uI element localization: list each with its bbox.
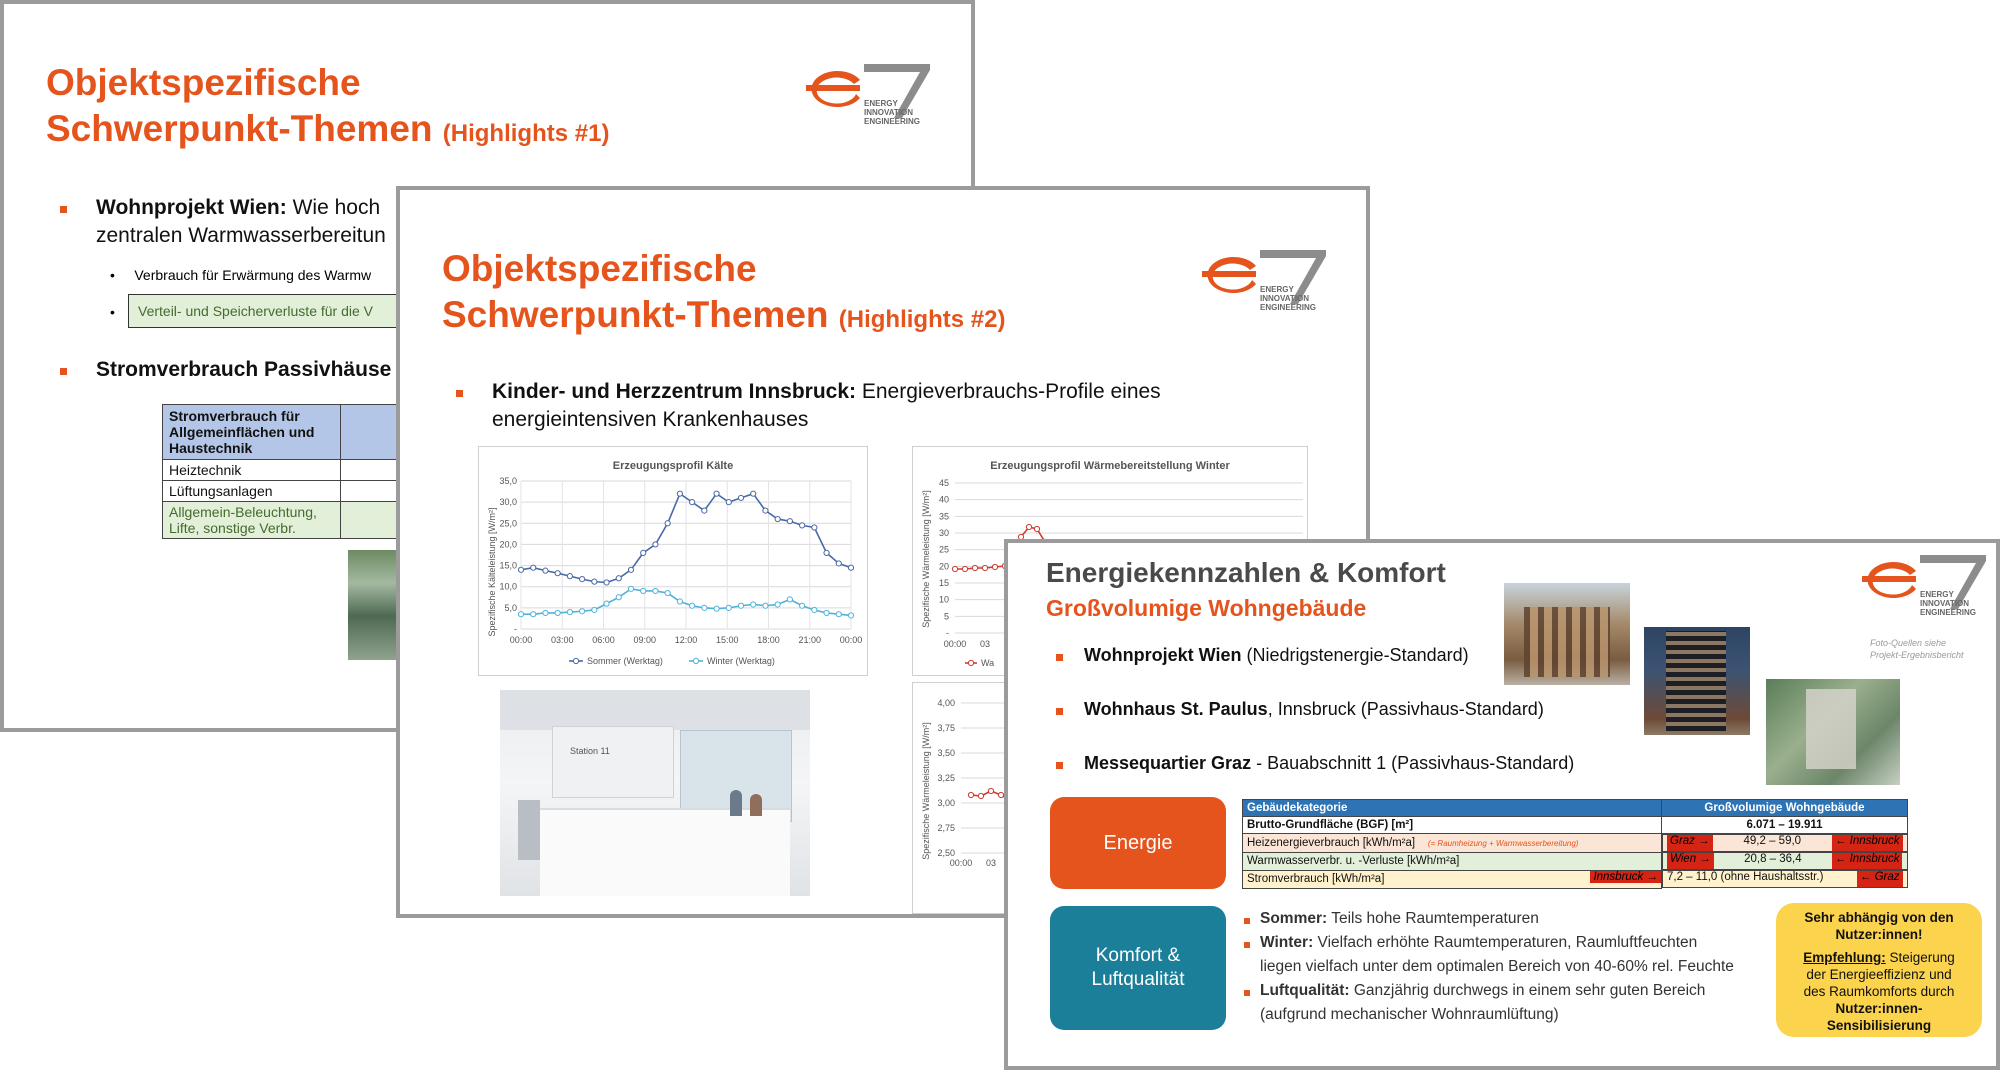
chart-kaelte [478,446,868,676]
chart-ytick-label: - [514,624,517,634]
slide1-sub-1: • Verbrauch für Erwärmung des Warmw [110,267,372,283]
komfort-bullet-1: Sommer: Teils hohe Raumtemperaturen [1260,910,1539,927]
chart-ytick-label: 3,50 [937,748,955,758]
chart-point [690,603,695,608]
chart-xtick-label: 06:00 [592,635,615,645]
chart-legend [569,656,775,666]
chart-ytick-label: 3,00 [937,798,955,808]
slide2-title: Objektspezifische Schwerpunkt-Themen (Highlights #2) [442,248,1006,335]
chart-xticks [510,635,863,645]
slide3-bullet-1: Wohnprojekt Wien (Niedrigstenergie-Standard) [1084,645,1469,665]
chart-point [848,613,853,618]
chart-point [555,610,560,615]
chart-point [592,579,597,584]
chart-point [665,521,670,526]
chart-ytick-label: 35,0 [499,476,517,486]
svg-text:ENGINEERING: ENGINEERING [1260,303,1317,312]
slide1-table: Stromverbrauch für Allgemeinflächen und Haustechnik Heiztechnik Lüftungsanlagen Allgemein-Beleuchtung, Lifte, sonstige Verbr. [162,404,412,539]
chart-point [665,590,670,595]
energie-box: Energie [1050,797,1226,889]
svg-text:ENGINEERING: ENGINEERING [1920,608,1977,617]
komfort-bullet-2: Winter: Vielfach erhöhte Raumtemperaturen, Raumluftfeuchten [1260,934,1698,951]
chart-legend-label: Winter (Werktag) [707,656,775,666]
svg-text:INNOVATION: INNOVATION [1920,599,1970,608]
chart-point [726,605,731,610]
chart2-legend-label: Wa [981,658,995,668]
chart-ytick-label: 10 [938,594,949,605]
komfort-bullet-3: Luftqualität: Ganzjährig durchwegs in einem sehr guten Bereich [1260,982,1706,999]
chart-point [543,610,548,615]
bullet-icon [60,206,67,213]
chart-point [543,568,548,573]
chart-point [604,601,609,606]
chart-ytick-label: - [946,628,949,638]
chart-point [787,597,792,602]
chart-point [763,603,768,608]
chart2-yticks [939,478,949,638]
chart3-yticks [937,698,955,858]
slide1-bullet-2: Stromverbrauch Passivhäuse [96,358,392,381]
e7-logo [1850,549,1990,621]
chart3-xtick: 03 [985,858,997,868]
slide1-sub-2-bullet: • [110,304,115,320]
chart-point [848,565,853,570]
chart-ytick-label: 3,75 [937,723,955,733]
komfort-bullet-3-line2: (aufgrund mechanischer Wohnraumlüftung) [1260,1006,1559,1023]
bullet-icon [1244,918,1250,924]
chart-point [787,519,792,524]
chart3-ylabel: Spezifische Wärmeleistung [W/m²] [921,722,931,860]
r4-label-cell: Stromverbrauch [kWh/m²a] Innsbruck → [1243,870,1662,888]
hospital-photo [500,690,810,896]
chart-point [714,491,719,496]
bullet-icon [1056,708,1063,715]
chart-point [775,602,780,607]
chart-ytick-label: 2,75 [937,823,955,833]
r4-value-cell: 7,2 – 11,0 (ohne Haushaltsstr.) ← Graz [1662,870,1908,888]
photo-caption: Foto-Quellen siehe Projekt-Ergebnisbericht [1870,638,1964,660]
r2-value-cell: Graz → 49,2 – 59,0 ← Innsbruck [1662,834,1908,852]
bullet-icon [1244,990,1250,996]
chart-point [812,525,817,530]
chart-point [726,500,731,505]
slide3-title: Energiekennzahlen & Komfort [1046,557,1446,588]
chart-point [518,612,523,617]
chart-ytick-label: 3,25 [937,773,955,783]
chart-point [702,605,707,610]
chart2-xtick: 00:00 [943,639,967,649]
chart-legend-marker [573,658,578,663]
kennzahlen-table: Gebäudekategorie Großvolumige Wohngebäude Brutto-Grundfläche (BGF) [m²] 6.071 – 19.911 Heizenergieverbrauch [kWh/m²a] (= Raumheizung + Warmwasserbereitung) Graz → 49,2 – 59,0 ← Innsbruck Warmwasserverbr. u. -Verluste [kWh/m²a] Wien → 20,8 – 36,4 ← Innsbruck Stromverbrauch [kWh/m²a] Innsbruck → 7,2 – 11,0 (ohne Haushaltsstr.) ← Graz [1242,799,1908,889]
chart-point [641,588,646,593]
chart-point [763,508,768,513]
slide3-bullet-2: Wohnhaus St. Paulus, Innsbruck (Passivhaus-Standard) [1084,699,1544,719]
chart-point [836,612,841,617]
slide1-title: Objektspezifische Schwerpunkt-Themen (Highlights #1) [46,62,610,149]
chart-xtick-label: 09:00 [633,635,657,645]
bullet-icon [1056,654,1063,661]
r3-value-cell: Wien → 20,8 – 36,4 ← Innsbruck [1662,852,1908,870]
chart-point [751,602,756,607]
chart-xtick-label: 18:00 [757,635,780,645]
chart-point [641,550,646,555]
chart-point [580,609,585,614]
chart-ytick-label: 5,0 [504,602,517,613]
svg-text:ENERGY: ENERGY [864,99,898,108]
chart-point [738,603,743,608]
chart2-title: Erzeugungsprofil Wärmebereitstellung Winter [990,460,1230,472]
chart3-xtick: 00:00 [949,858,973,868]
chart-ytick-label: 25,0 [499,518,517,529]
chart-point [751,491,756,496]
slide1-bullet-1-line2: zentralen Warmwasserbereitun [96,224,386,247]
chart-yticks [499,476,517,634]
recommendation-note: Sehr abhängig von den Nutzer:innen! Empfehlung: Steigerung der Energieeffizienz und des Raumkomforts durch Nutzer:innen- Sensibilisierung [1776,903,1982,1037]
komfort-box: Komfort & Luftqualität [1050,906,1226,1030]
slide1-sub-2: Verteil- und Speicherverluste für die V [128,294,439,328]
chart-xtick-label: 21:00 [798,635,822,645]
chart-ytick-label: 15 [938,578,949,588]
slide1-bullet-1: Wohnprojekt Wien: Wie hoch [96,196,381,219]
chart-kaelte-svg [479,447,867,675]
chart-point [824,610,829,615]
chart-ytick-label: 5 [943,611,949,622]
slide2-bullet-1-line2: energieintensiven Krankenhauses [492,408,809,431]
chart-point [555,571,560,576]
chart-point [518,567,523,572]
bullet-icon [456,390,463,397]
building-photo-graz [1766,679,1900,785]
slide2-bullet-1: Kinder- und Herzzentrum Innsbruck: Energieverbrauchs-Profile eines [492,380,1161,403]
bullet-icon [60,368,67,375]
chart-point [628,586,633,591]
chart-point [800,603,805,608]
chart-xtick-label: 00:00 [839,635,863,645]
chart-ytick-label: 40 [938,494,949,505]
chart-ytick-label: 30 [938,528,949,538]
chart2-xtick: 03 [979,639,991,649]
chart-title: Erzeugungsprofil Kälte [612,460,734,472]
chart-point [531,565,536,570]
chart-point [824,550,829,555]
chart-legend-label: Sommer (Werktag) [587,656,663,666]
chart-point [531,612,536,617]
bullet-icon [1056,762,1063,769]
chart-ytick-label: 10,0 [499,581,517,592]
chart-point [604,580,609,585]
chart-point [592,607,597,612]
chart-ytick-label: 25 [938,544,949,555]
chart-point [714,606,719,611]
chart-ytick-label: 35 [938,511,949,522]
chart-point [580,577,585,582]
slide-energiekennzahlen [1004,539,2000,1070]
svg-text:ENGINEERING: ENGINEERING [864,117,921,126]
chart-point [775,516,780,521]
chart-legend-marker [693,658,698,663]
komfort-bullet-2-line2: liegen vielfach unter dem optimalen Bereich von 40-60% rel. Feuchte [1260,958,1734,975]
chart-point [653,542,658,547]
e7-logo [1190,244,1330,316]
chart-point [738,495,743,500]
chart-point [567,574,572,579]
chart-ytick-label: 30,0 [499,497,517,508]
bullet-icon [1244,942,1250,948]
building-photo-wien [1504,583,1630,685]
chart-point [812,607,817,612]
r2-label-cell: Heizenergieverbrauch [kWh/m²a] (= Raumheizung + Warmwasserbereitung) [1243,834,1662,853]
svg-text:ENERGY: ENERGY [1920,590,1954,599]
chart-point [567,609,572,614]
chart-point [653,588,658,593]
chart-point [702,508,707,513]
chart-point [836,561,841,566]
chart-xtick-label: 12:00 [674,635,698,645]
e7-logo [794,58,934,130]
chart-ytick-label: 20,0 [499,539,517,550]
slide3-subtitle: Großvolumige Wohngebäude [1046,595,1367,621]
chart-ytick-label: 4,00 [937,698,955,708]
photo-sign: Station 11 [570,746,610,756]
svg-text:ENERGY: ENERGY [1260,285,1294,294]
chart-point [677,599,682,604]
chart2-ylabel: Spezifische Wärmeleistung [W/m²] [921,490,931,628]
svg-text:INNOVATION: INNOVATION [864,108,914,117]
chart-xtick-label: 00:00 [509,635,533,645]
chart-point [616,595,621,600]
chart-point [800,523,805,528]
chart-point [677,491,682,496]
chart-ytick-label: 20 [938,561,949,572]
chart-point [690,500,695,505]
slide3-bullet-3: Messequartier Graz - Bauabschnitt 1 (Passivhaus-Standard) [1084,753,1575,773]
chart-point [628,567,633,572]
chart-ytick-label: 45 [938,478,949,488]
chart-ytick-label: 2,50 [937,848,955,858]
building-photo-innsbruck [1644,627,1750,735]
chart-xtick-label: 15:00 [715,635,739,645]
chart-ylabel: Spezifische Kälteleistung [W/m²] [487,507,497,637]
chart-point [616,576,621,581]
chart-ytick-label: 15,0 [499,560,517,571]
svg-text:INNOVATION: INNOVATION [1260,294,1310,303]
chart-xtick-label: 03:00 [550,635,574,645]
